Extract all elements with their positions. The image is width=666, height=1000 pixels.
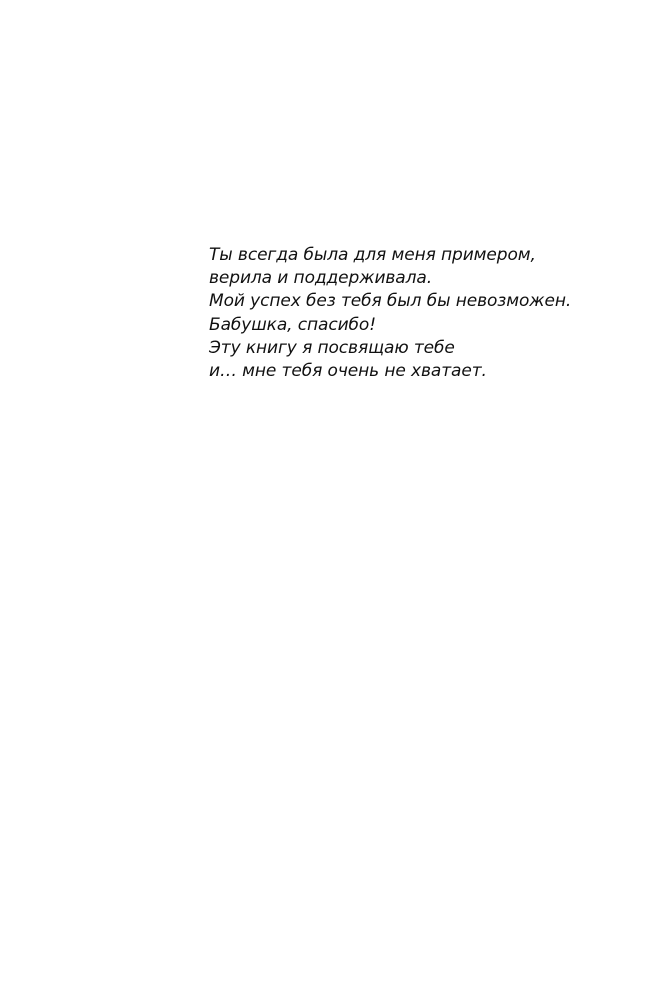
dedication-line: верила и поддерживала.	[209, 268, 433, 289]
dedication-text	[209, 244, 649, 383]
dedication-line: Мой успех без тебя был бы невозможен.	[209, 291, 572, 312]
dedication-line: и… мне тебя очень не хватает.	[209, 361, 487, 382]
dedication-line: Бабушка, спасибо!	[209, 314, 376, 335]
dedication-line: Эту книгу я посвящаю тебе	[209, 337, 455, 358]
dedication-line: Ты всегда была для меня примером,	[209, 245, 536, 265]
